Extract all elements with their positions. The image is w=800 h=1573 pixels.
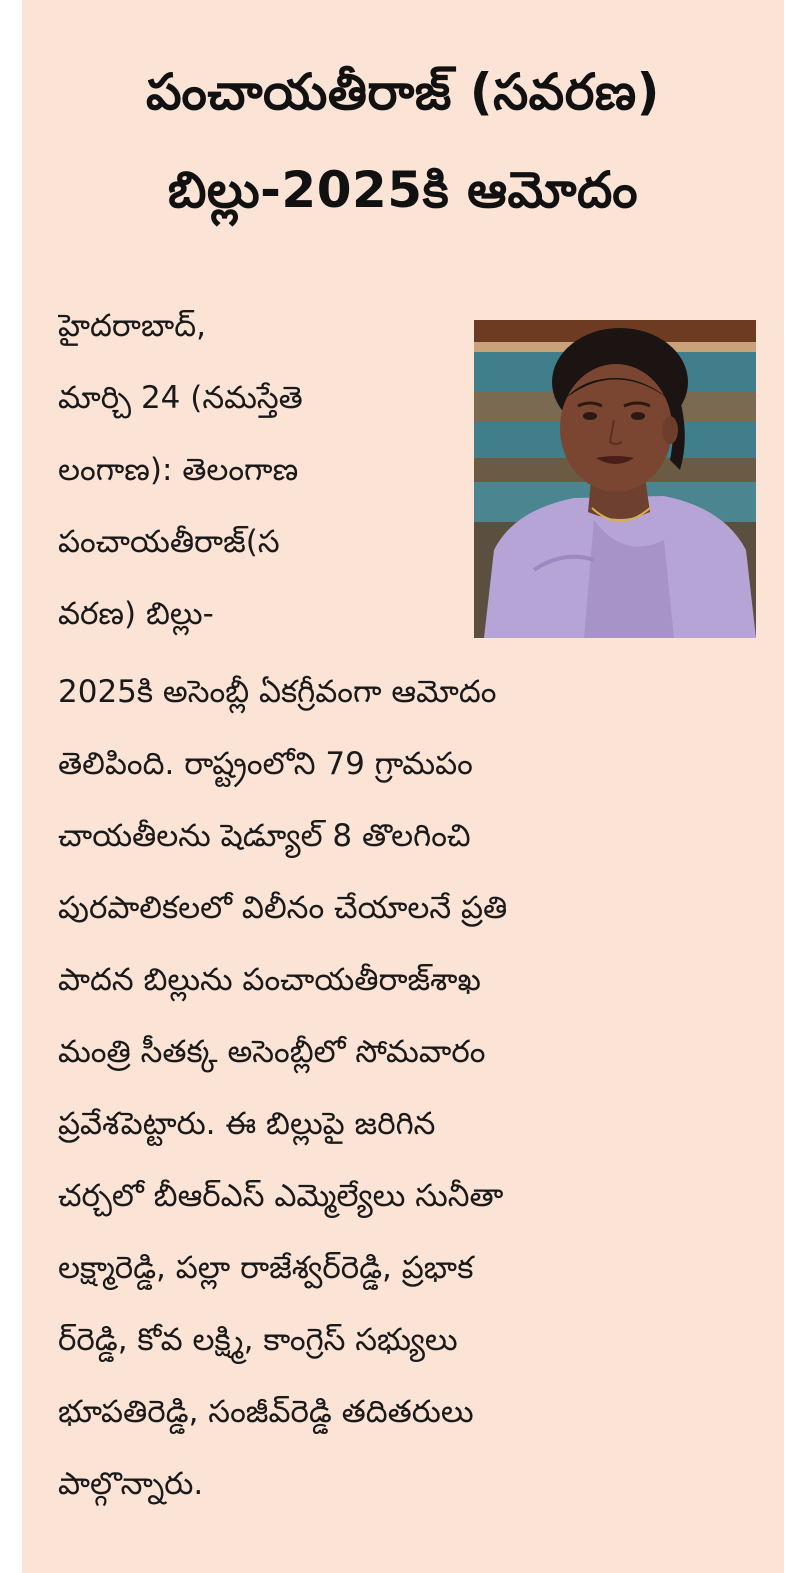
article-line: భూపతిరెడ్డి, సంజీవ్‌రెడ్డి తదితరులు [58,1394,474,1430]
minister-photo [474,320,756,638]
article-line: పంచాయతీరాజ్(స [58,524,280,560]
article-line: ర్‌రెడ్డి, కోవ లక్ష్మి, కాంగ్రెస్ సభ్యులు [58,1322,458,1358]
article-line: మార్చి 24 (నమస్తేతె [58,380,303,416]
headline-line-1: పంచాయతీరాజ్ (సవరణ) [145,63,661,121]
article-line: లంగాణ): తెలంగాణ [58,452,299,488]
article-line: వరణ) బిల్లు- [58,596,214,632]
article-line: హైదరాబాద్, [58,308,206,344]
headline-line-2: బిల్లు-2025కి ఆమోదం [167,161,639,219]
article-line: లక్ష్మారెడ్డి, పల్లా రాజేశ్వర్‌రెడ్డి, ప్రభాక [58,1250,474,1286]
article-line: 2025కి అసెంబ్లీ ఏకగ్రీవంగా ఆమోదం [58,674,497,710]
article-line: తెలిపింది. రాష్ట్రంలోని 79 గ్రామపం [58,746,473,782]
article-line: ప్రవేశపెట్టారు. ఈ బిల్లుపై జరిగిన [58,1106,436,1142]
article-line: చర్చలో బీఆర్ఎస్ ఎమ్మెల్యేలు సునీతా [58,1178,504,1214]
newspaper-clipping [22,0,784,1573]
article-line: పాదన బిల్లును పంచాయతీరాజ్‌శాఖ [58,962,481,998]
article-line: పాల్గొన్నారు. [58,1466,204,1502]
article-line: మంత్రి సీతక్క అసెంబ్లీలో సోమవారం [58,1034,486,1070]
article-line: చాయతీలను షెడ్యూల్ 8 తొలగించి [58,818,471,854]
article-line: పురపాలికలలో విలీనం చేయాలనే ప్రతి [58,890,508,926]
